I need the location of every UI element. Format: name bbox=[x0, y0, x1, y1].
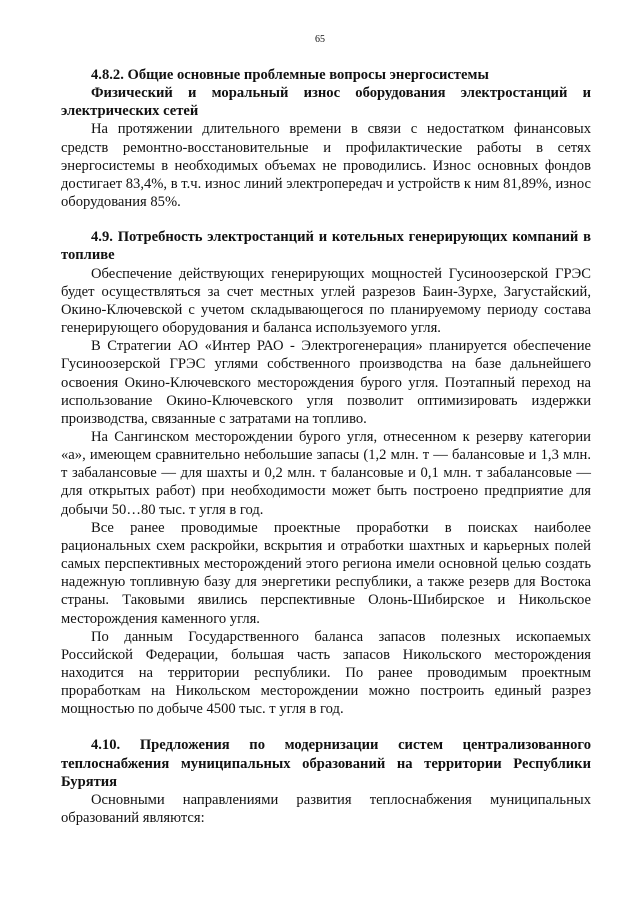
paragraph: По данным Государственного баланса запасов полезных ископаемых Российской Федерации, большая часть запасов Никольского месторождения находится на территории республики. По ранее проводимым проектным проработкам на Никольском месторождении можно построить единый разрез мощностью по добыче 4500 тыс. т угля в год. bbox=[61, 628, 591, 718]
paragraph: Основными направлениями развития теплоснабжения муниципальных образований являются: bbox=[61, 791, 591, 827]
paragraph: В Стратегии АО «Интер РАО - Электрогенерация» планируется обеспечение Гусиноозерской ГРЭС углями собственного производства на базе дальнейшего освоения Окино-Ключевского месторождения бурого угля. Поэтапный переход на использование Окино-Ключевского угля позволит оптимизировать издержки производства, связанные с затратами на топливо. bbox=[61, 338, 591, 427]
section-heading-4-10: 4.10. Предложения по модернизации систем централизованного теплоснабжения муниципальных образований на территории Республики Бурятия bbox=[61, 737, 591, 790]
paragraph: На Сангинском месторождении бурого угля, отнесенном к резерву категории «а», имеющем сравнительно небольшие запасы (1,2 млн. т — балансовые и 1,3 млн. т забалансовые — для шахты и 0,2 млн. т балансовые и 0,1 млн. т забалансовые — для открытых работ) при необходимости может быть построено предприятие для добычи 50…80 тыс. т угля в год. bbox=[61, 428, 591, 518]
paragraph: Обеспечение действующих генерирующих мощностей Гусиноозерской ГРЭС будет осуществляться за счет местных углей разрезов Баин-Зурхе, Загустайский, Окино-Ключевской с учетом складывающегося по планируемому периоду состава генерирующего оборудования и баланса используемого угля. bbox=[61, 265, 591, 337]
document-body bbox=[61, 66, 591, 827]
paragraph: Все ранее проводимые проектные проработки в поисках наиболее рациональных схем раскройки, вскрытия и отработки шахтных и карьерных полей самых перспективных месторождений этого региона имели основной целью создать надежную топливную базу для энергетики республики, а также резерв для Востока страны. Таковыми явились перспективные Олонь-Шибирское и Никольское месторождения каменного угля. bbox=[61, 519, 591, 627]
paragraph: На протяжении длительного времени в связи с недостатком финансовых средств ремонтно-восстановительные и профилактические работы в сетях энергосистемы в необходимых объемах не проводились. Износ основных фондов достигает 83,4%, в т.ч. износ линий электропередач и устройств к ним 81,89%, износ оборудования 85%. bbox=[61, 121, 591, 211]
page-number: 65 bbox=[315, 34, 325, 45]
subsection-heading-equipment-wear: Физический и моральный износ оборудования электростанций и электрических сетей bbox=[61, 85, 591, 120]
section-heading-4-8-2: 4.8.2. Общие основные проблемные вопросы энергосистемы bbox=[91, 67, 489, 83]
section-heading-4-9: 4.9. Потребность электростанций и котельных генерирующих компаний в топливе bbox=[61, 229, 591, 264]
